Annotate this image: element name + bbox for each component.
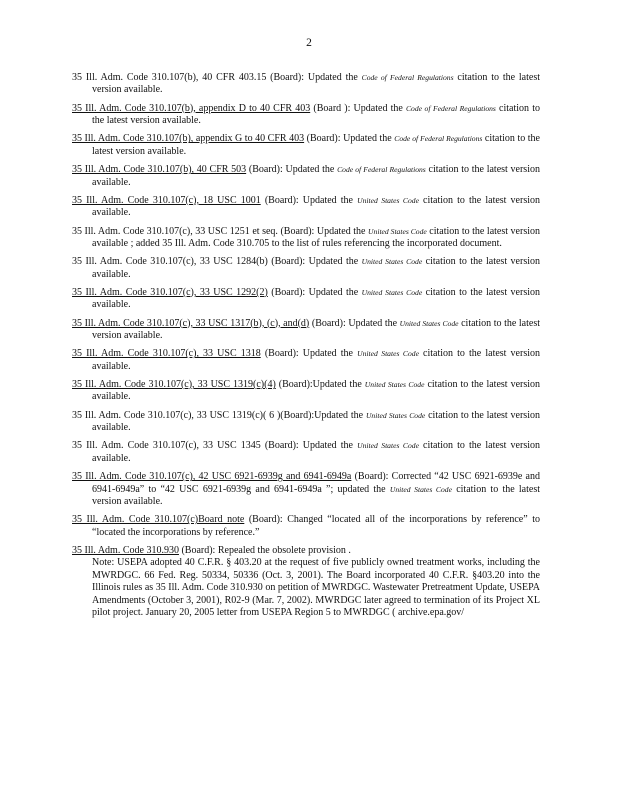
publication-name: United States Code [368,226,427,236]
amendment-entry [72,514,540,539]
entry-text: (Board ): Updated the [310,102,406,114]
amendment-entry [72,410,540,435]
entry-text: (Board):Updated the [280,409,366,421]
entry-text: (Board): Updated the [260,440,358,452]
entry-note: Note: USEPA adopted 40 C.F.R. § 403.20 at the request of five publicly owned treatment works, including the MWRDGC. 66 Fed. Reg. 50334, 50336 (Oct. 3, 2001). The Board incorporated 40 C.F.R. §403.20 into the Illinois rules as 35 Ill. Adm. Code 310.930 on petition of MWRDGC. Wastewater Pretreatment Update, USEPA Amendments (October 3, 2001), R02-9 (Mar. 7, 2002). MWRDGC later agreed to termination of its Project XL pilot project. January 20, 2005 letter from USEPA Region 5 to MWRDGC ( archive.epa.gov/ [92,557,540,618]
amendment-entry [72,103,540,128]
entry-text-tail: citation to the latest version available. [92,379,541,403]
entry-text: (Board): Updated the [260,194,358,206]
entry-text-tail: citation to the latest version available. [92,483,540,507]
publication-name: United States Code [357,441,419,451]
publication-name: United States Code [365,410,426,420]
code-citation: 35 Ill. Adm. Code 310.107(c), 33 USC 1318 [72,348,261,360]
code-citation: 35 Ill. Adm. Code 310.107(b), appendix D to 40 CFR 403 [72,102,311,114]
amendment-entry [72,348,540,373]
amendment-entry [72,440,540,465]
publication-name: Code of Federal Regulations [337,165,426,175]
entry-text: (Board): Updated the [246,164,338,176]
amendment-entry [72,287,540,312]
publication-name: United States Code [364,380,425,390]
publication-name: Code of Federal Regulations [394,134,483,144]
entry-text-tail: citation to the latest version available. [92,440,540,464]
publication-name: United States Code [361,257,423,267]
entry-text-tail: citation to the latest version available. [92,72,540,96]
code-citation: 35 Ill. Adm. Code 310.107(c), 42 USC 6921-6939g and 6941-6949a [72,471,352,483]
code-citation: 35 Ill. Adm. Code 310.107(c), 18 USC 1001 [72,194,261,206]
amendment-entry [72,471,540,508]
code-citation: 35 Ill. Adm. Code 310.107(b), 40 CFR 503 [72,164,247,176]
amendment-entry [72,256,540,281]
amendment-entry [72,318,540,343]
entry-text: (Board): Updated the [267,286,362,298]
entry-text-tail: citation to the latest version available. [92,102,540,127]
code-citation: 35 Ill. Adm. Code 310.107(c), 33 USC 1292(2) [72,286,268,298]
entry-text-tail: citation to the latest version available. [92,164,540,188]
amendment-entry [72,133,540,158]
entry-text-tail: citation to the latest version available. [92,133,540,157]
entry-text-tail: citation to the latest version available. [92,409,540,434]
entry-text: (Board): Updated the [267,256,362,268]
entry-text: (Board): Updated the [304,133,395,145]
entry-text: (Board): Changed “located all of the incorporations by reference” to “located the incorporations by reference.” [92,514,540,538]
code-citation: 35 Ill. Adm. Code 310.107(b), appendix G to 40 CFR 403 [72,133,305,145]
amendment-entry [72,379,540,404]
code-citation: 35 Ill. Adm. Code 310.107(c)Board note [72,514,245,526]
code-citation: 35 Ill. Adm. Code 310.107(c), 33 USC 1319(c)(4) [72,379,276,391]
entry-text: (Board): Updated the [309,317,400,329]
entry-text: (Board): Updated the [266,72,362,83]
amendment-entry [72,72,540,97]
code-citation: 35 Ill. Adm. Code 310.107(b), 40 CFR 403.15 [72,72,267,83]
entry-text: (Board): Repealed the obsolete provision . [178,544,351,556]
entry-text-tail: citation to the latest version available. [92,256,540,280]
code-citation: 35 Ill. Adm. Code 310.107(c), 33 USC 1284(b) [72,256,268,268]
code-citation: 35 Ill. Adm. Code 310.107(c), 33 USC 1317(b), (c), and(d) [72,317,310,329]
code-citation: 35 Ill. Adm. Code 310.930 [72,544,179,556]
publication-name: United States Code [357,349,419,359]
entry-text: (Board): Updated the [277,225,369,237]
publication-name: Code of Federal Regulations [405,103,496,113]
amendment-entry [72,164,540,189]
publication-name: United States Code [357,195,419,205]
entry-text-tail: citation to the latest version available. [92,194,540,219]
entry-text-tail: citation to the latest version available ; added 35 Ill. Adm. Code 310.705 to the list of rules referencing the incorporated document. [92,225,540,249]
code-citation: 35 Ill. Adm. Code 310.107(c), 33 USC 1319(c)( 6 ) [72,409,281,421]
amendment-entry [72,195,540,220]
publication-name: Code of Federal Regulations [361,73,454,82]
amendment-list [72,72,540,625]
amendment-entry [72,545,540,619]
entry-text: (Board): Updated the [260,348,358,360]
entry-text: (Board):Updated the [275,379,365,391]
amendment-entry [72,226,540,251]
entry-text-tail: citation to the latest version available. [92,348,540,372]
publication-name: United States Code [361,287,423,297]
page-number: 2 [306,37,312,49]
entry-text-tail: citation to the latest version available. [92,286,540,311]
publication-name: United States Code [399,318,459,328]
entry-text: (Board): Corrected “42 USC 6921-6939e and 6941-6949a” to “42 USC 6921-6939g and 6941-6949a ”; updated the [92,471,540,495]
entry-text-tail: citation to the latest version available. [92,317,540,342]
code-citation: 35 Ill. Adm. Code 310.107(c), 33 USC 1251 et seq. [72,225,278,237]
code-citation: 35 Ill. Adm. Code 310.107(c), 33 USC 1345 [72,440,261,452]
publication-name: United States Code [389,484,452,494]
